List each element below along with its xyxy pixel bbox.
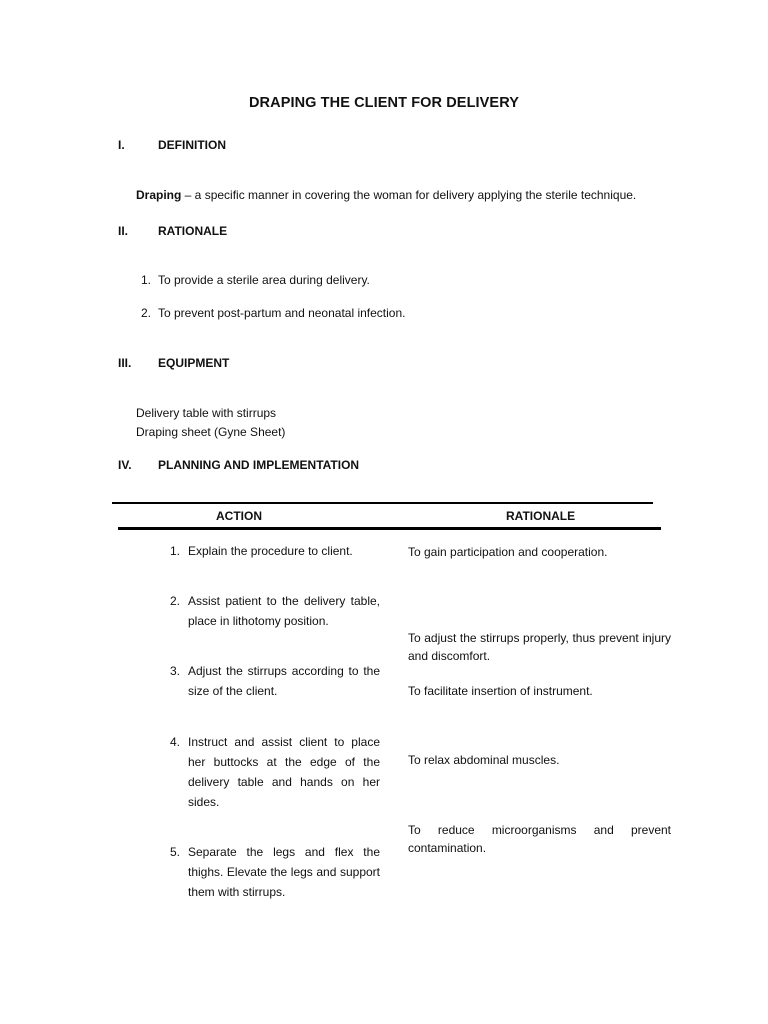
table-top-rule [112,502,653,504]
table-header-rule [118,527,661,530]
section-number: I. [118,138,125,152]
column-header-rationale: RATIONALE [506,509,576,523]
table-action-cell [170,732,380,812]
action-number: 5. [170,845,181,859]
list-item: To provide a sterile area during delivery. [158,273,370,287]
table-action-cell [170,661,380,701]
action-number: 2. [170,594,181,608]
list-number: 1. [141,273,152,287]
equipment-item: Delivery table with stirrups [136,406,277,420]
document-title: DRAPING THE CLIENT FOR DELIVERY [248,95,520,111]
definition-term: Draping [136,188,182,202]
section-number: IV. [118,458,132,472]
section-heading-rationale: RATIONALE [158,224,228,238]
equipment-item: Draping sheet (Gyne Sheet) [136,425,286,439]
table-rationale-cell: To gain participation and cooperation. [408,545,608,559]
section-heading-planning: PLANNING AND IMPLEMENTATION [158,458,360,472]
column-header-action: ACTION [216,509,262,523]
section-heading-definition: DEFINITION [158,138,226,152]
table-rationale-cell: To relax abdominal muscles. [408,753,560,767]
table-rationale-cell: To adjust the stirrups properly, thus prevent injury and discomfort. [408,631,671,663]
action-number: 1. [170,544,181,558]
list-item: To prevent post-partum and neonatal infection. [158,306,406,320]
table-action-cell [170,541,380,561]
action-text: Instruct and assist client to place her buttocks at the edge of the delivery table and hands on her sides. [188,735,380,809]
action-text: Adjust the stirrups according to the size of the client. [188,664,380,698]
list-number: 2. [141,306,152,320]
section-number: II. [118,224,129,238]
action-number: 4. [170,735,181,749]
definition-paragraph [136,188,636,202]
table-rationale-cell: To reduce microorganisms and prevent contamination. [408,823,671,855]
action-text: Explain the procedure to client. [188,544,353,558]
section-heading-equipment: EQUIPMENT [158,356,230,370]
table-action-cell [170,591,380,631]
action-text: Assist patient to the delivery table, place in lithotomy position. [188,594,380,628]
action-number: 3. [170,664,181,678]
action-text: Separate the legs and flex the thighs. Elevate the legs and support them with stirrups. [188,845,380,899]
definition-text: – a specific manner in covering the woman for delivery applying the sterile technique. [181,188,637,202]
table-action-cell [170,842,380,902]
section-number: III. [118,356,132,370]
table-rationale-cell: To facilitate insertion of instrument. [408,684,593,698]
